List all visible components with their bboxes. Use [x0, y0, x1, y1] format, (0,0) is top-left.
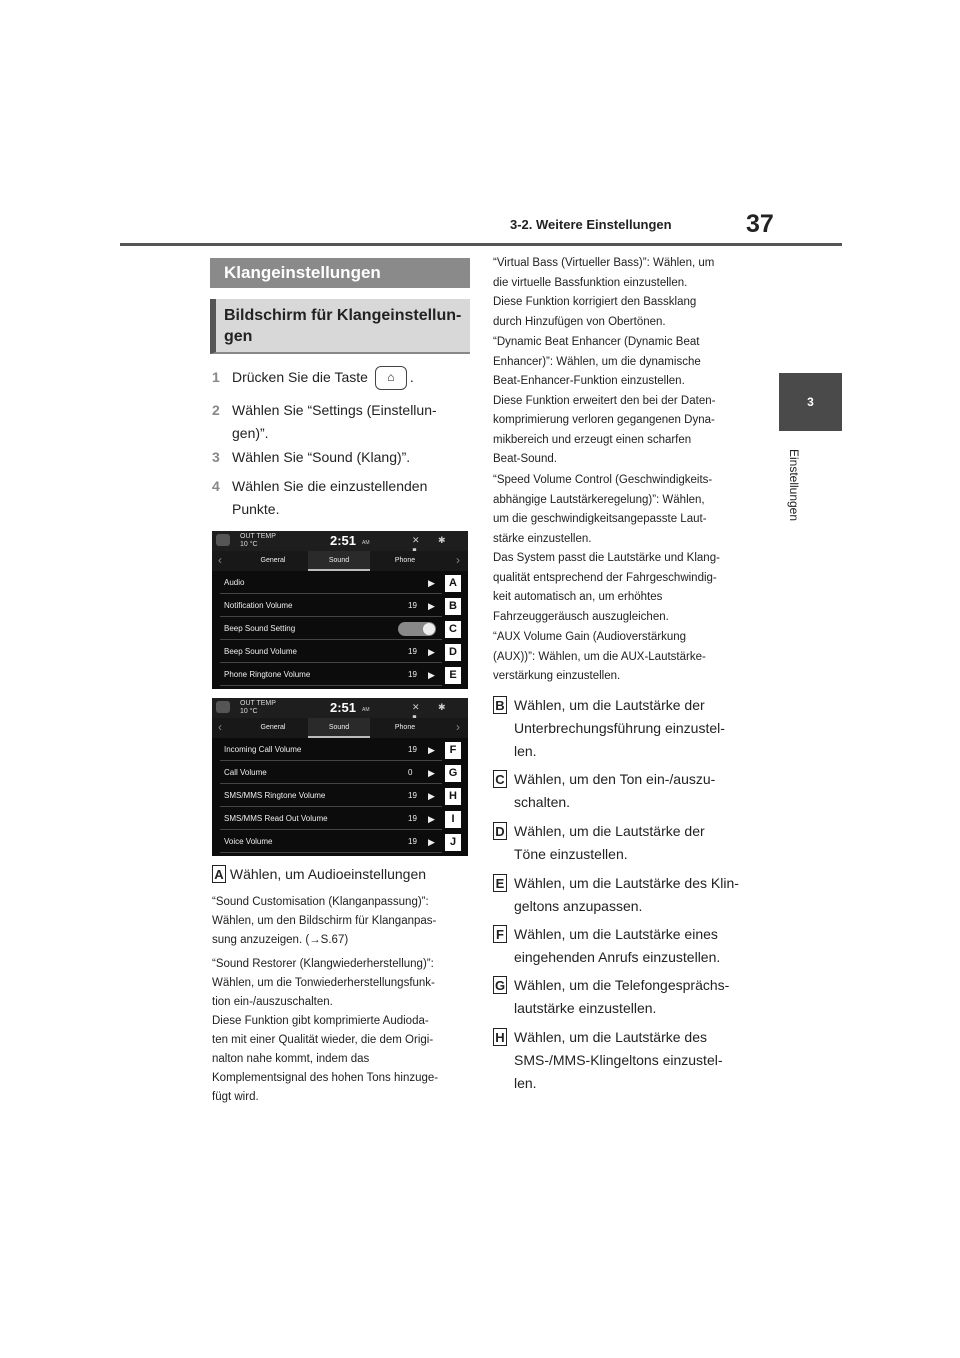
chapter-label-text: Einstellungen: [787, 448, 801, 522]
clock-ampm: AM: [362, 707, 370, 713]
car-icon: [216, 701, 230, 713]
page-number: 37: [746, 210, 774, 238]
letter-box: E: [493, 874, 507, 892]
callout-j: J: [445, 834, 461, 851]
row-voice-volume[interactable]: Voice Volume 19 ▶: [220, 831, 442, 853]
item-a: [212, 864, 426, 884]
prev-arrow-icon[interactable]: ‹: [218, 720, 222, 734]
callout-e: E: [445, 667, 461, 684]
step-text-end: .: [409, 369, 414, 385]
sub-heading-line: Bildschirm für Klangeinstellun-: [224, 307, 462, 324]
chapter-label: [764, 445, 826, 525]
step-1: [212, 366, 472, 390]
status-bar: [212, 531, 468, 551]
step-2: [212, 399, 472, 445]
row-call-volume[interactable]: Call Volume 0 ▶: [220, 762, 442, 784]
sub-heading: [210, 299, 470, 354]
step-4: [212, 475, 472, 521]
row-sms-mms-ringtone-volume[interactable]: SMS/MMS Ringtone Volume 19 ▶: [220, 785, 442, 807]
out-temp: OUT TEMP 10 °C: [240, 533, 276, 548]
item-b: B Wählen, um die Lautstärke der Unterbrechungsführung einzustel- len.: [493, 694, 763, 764]
item-e: E Wählen, um die Lautstärke des Klin- geltons anzupassen.: [493, 872, 763, 920]
row-audio[interactable]: Audio ▶: [220, 572, 442, 594]
chapter-tab: 3: [779, 373, 842, 431]
home-key-icon: ⌂: [375, 366, 407, 390]
callout-g: G: [445, 765, 461, 782]
callout-d: D: [445, 644, 461, 661]
letter-box: C: [493, 770, 507, 788]
callout-b: B: [445, 598, 461, 615]
letter-box: F: [493, 925, 507, 943]
step-text: Wählen Sie “Settings (Einstellun-: [232, 402, 437, 418]
letter-box: B: [493, 696, 507, 714]
chevron-right-icon: ▶: [428, 601, 435, 611]
tab-sound[interactable]: Sound: [308, 718, 370, 738]
paragraph-sound-customisation: “Sound Customisation (Klanganpassung)”: Wählen, um den Bildschirm für Klanganpas- sung anzuzeigen. (→S.67): [212, 896, 437, 946]
letter-box: G: [494, 978, 506, 993]
letter-box: A: [212, 865, 226, 883]
step-number: 4: [212, 478, 220, 494]
row-notification-volume[interactable]: Notification Volume 19 ▶: [220, 595, 442, 617]
sub-heading-line: gen: [224, 328, 253, 345]
tab-phone[interactable]: Phone: [394, 557, 416, 564]
next-arrow-icon[interactable]: ›: [456, 720, 460, 734]
screenshot-sound-settings-1: [212, 531, 468, 689]
chevron-right-icon: ▶: [428, 837, 435, 847]
chevron-right-icon: ▶: [428, 814, 435, 824]
item-h: H Wählen, um die Lautstärke des SMS-/MMS-Klingeltons einzustel- len.: [493, 1026, 763, 1096]
prev-arrow-icon[interactable]: ‹: [218, 553, 222, 567]
letter-box: D: [493, 822, 507, 840]
chevron-right-icon: ▶: [428, 670, 435, 680]
paragraph-aux-volume-gain: “AUX Volume Gain (Audioverstärkung (AUX))”: Wählen, um die AUX-Lautstärke- verstärkung einzustellen.: [493, 631, 706, 682]
callout-c: C: [445, 621, 461, 638]
step-text: Wählen Sie die einzustellenden: [232, 478, 428, 494]
step-text: Punkte.: [232, 501, 280, 517]
tab-general[interactable]: General: [260, 724, 286, 731]
step-text: Drücken Sie die Taste: [232, 369, 368, 385]
chevron-right-icon: ▶: [428, 791, 435, 801]
callout-a: A: [445, 575, 461, 592]
status-icons: ✕ ✱: [412, 535, 454, 545]
header-divider: [120, 243, 842, 246]
step-number: 2: [212, 402, 220, 418]
clock: 2:51: [330, 700, 357, 715]
chevron-right-icon: ▶: [428, 768, 435, 778]
chevron-right-icon: ▶: [428, 578, 435, 588]
callout-h: H: [445, 788, 461, 805]
row-beep-sound-volume[interactable]: Beep Sound Volume 19 ▶: [220, 641, 442, 663]
out-temp: OUT TEMP 10 °C: [240, 700, 276, 715]
tab-sound[interactable]: Sound: [308, 551, 370, 571]
row-incoming-call-volume[interactable]: Incoming Call Volume 19 ▶: [220, 739, 442, 761]
paragraph-sound-restorer: “Sound Restorer (Klangwiederherstellung)”: Wählen, um die Tonwiederherstellungsfunk- tion ein-/auszuschalten. Diese Funktion gibt komprimierte Audioda- ten mit einer Qualität wieder, die dem Origi- nalton nahe kommt, indem das Komplementsignal des hohen Tons hinzuge- fügt wird.: [212, 958, 439, 1103]
callout-i: I: [445, 811, 461, 828]
section-title: 3-2. Weitere Einstellungen: [510, 217, 672, 232]
item-a-title: Wählen, um Audioeinstellungen: [229, 866, 427, 882]
paragraph-speed-volume-control: “Speed Volume Control (Geschwindigkeits- abhängige Lautstärkeregelung)”: Wählen, um die geschwindigkeitsangepasste Laut- stärke einzustellen. Das System passt die Lautstärke und Klang- qualität entsprechend der Fahrgeschwindig- keit automatisch an, um erhöhtes Fahrzeuggeräusch auszugleichen.: [493, 474, 720, 623]
status-icons: ✕ ✱: [412, 702, 454, 712]
status-bar: [212, 698, 468, 718]
paragraph-virtual-bass: “Virtual Bass (Virtueller Bass)”: Wählen, um die virtuelle Bassfunktion einzustellen. Diese Funktion korrigiert den Bassklang durch Hinzufügen von Obertönen.: [493, 257, 715, 328]
tab-general[interactable]: General: [260, 557, 286, 564]
settings-tabs: [212, 551, 468, 571]
beep-toggle[interactable]: [398, 622, 436, 636]
settings-tabs: [212, 718, 468, 738]
step-text: Wählen Sie “Sound (Klang)”.: [232, 449, 411, 465]
item-d: D Wählen, um die Lautstärke der Töne einzustellen.: [493, 820, 763, 868]
callout-f: F: [445, 742, 461, 759]
car-icon: [216, 534, 230, 546]
step-3: [212, 446, 472, 469]
paragraph-dynamic-beat-enhancer: “Dynamic Beat Enhancer (Dynamic Beat Enhancer)”: Wählen, um die dynamische Beat-Enhancer-Funktion einzustellen. Diese Funktion erweitert den bei der Daten- komprimierung verloren gegangenen Dyna- mikbereich und erzeugt einen scharfen Beat-Sound.: [493, 336, 716, 465]
next-arrow-icon[interactable]: ›: [456, 553, 460, 567]
section-heading: Klangeinstellungen: [210, 258, 470, 288]
tab-phone[interactable]: Phone: [394, 724, 416, 731]
row-beep-sound-setting[interactable]: Beep Sound Setting: [220, 618, 442, 640]
row-phone-ringtone-volume[interactable]: Phone Ringtone Volume 19 ▶: [220, 664, 442, 686]
item-f: F Wählen, um die Lautstärke eines eingehenden Anrufs einzustellen.: [493, 923, 763, 971]
screenshot-sound-settings-2: [212, 698, 468, 856]
step-number: 1: [212, 369, 220, 385]
letter-box: H: [493, 1028, 507, 1046]
chevron-right-icon: ▶: [428, 745, 435, 755]
step-text: gen)”.: [232, 425, 269, 441]
item-c: C Wählen, um den Ton ein-/auszu- schalten.: [493, 768, 763, 816]
clock-ampm: AM: [362, 540, 370, 546]
clock: 2:51: [330, 533, 357, 548]
step-number: 3: [212, 449, 220, 465]
row-sms-mms-read-out-volume[interactable]: SMS/MMS Read Out Volume 19 ▶: [220, 808, 442, 830]
chevron-right-icon: ▶: [428, 647, 435, 657]
item-g: G Wählen, um die Telefongesprächs- lautstärke einzustellen.: [494, 977, 730, 1016]
